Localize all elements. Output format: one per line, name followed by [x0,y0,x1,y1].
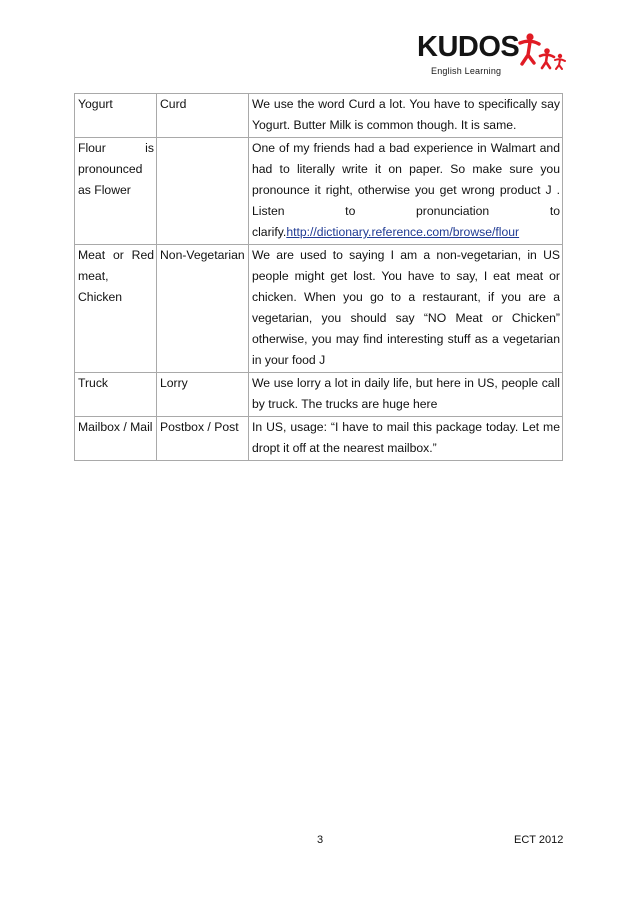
alt-term-cell: Non-Vegetarian [157,245,249,373]
table-row [75,94,563,138]
table-row [75,138,563,245]
table-row [75,417,563,461]
dictionary-link[interactable]: http://dictionary.reference.com/browse/flour [286,225,520,239]
alt-term-cell: Curd [157,94,249,138]
logo-wordmark: KUDOS [417,31,520,63]
page-number: 3 [316,834,324,846]
table-row [75,373,563,417]
term-cell: Flour is pronounced as Flower [75,138,157,245]
description-text: One of my friends had a bad experience in Walmart and had to literally write it on paper. So make sure you pronounce it right, otherwise you get wrong product J . Listen to pronunciation to clarify. [252,141,560,239]
term-cell: Mailbox / Mail [75,417,157,461]
alt-term-cell: Postbox / Post [157,417,249,461]
description-cell: In US, usage: “I have to mail this package today. Let me dropt it off at the nearest mailbox.” [249,417,563,461]
logo-figures-icon [517,30,569,70]
alt-term-cell: Lorry [157,373,249,417]
table-row [75,245,563,373]
term-cell: Meat or Red meat, Chicken [75,245,157,373]
kudos-logo [414,30,574,80]
description-cell: We are used to saying I am a non-vegetarian, in US people might get lost. You have to say, I eat meat or chicken. When you go to a restaurant, if you are a vegetarian, you should say “NO Meat or Chicken” otherwise, you may find interesting stuff as a vegetarian in your food J [249,245,563,373]
description-cell: We use the word Curd a lot. You have to specifically say Yogurt. Butter Milk is common though. It is same. [249,94,563,138]
vocabulary-table [74,93,563,461]
term-cell: Truck [75,373,157,417]
description-cell: We use lorry a lot in daily life, but here in US, people call by truck. The trucks are huge here [249,373,563,417]
footer-label: ECT 2012 [514,834,564,846]
logo-tagline: English Learning [431,66,502,76]
alt-term-cell [157,138,249,245]
term-cell: Yogurt [75,94,157,138]
description-cell [249,138,563,245]
